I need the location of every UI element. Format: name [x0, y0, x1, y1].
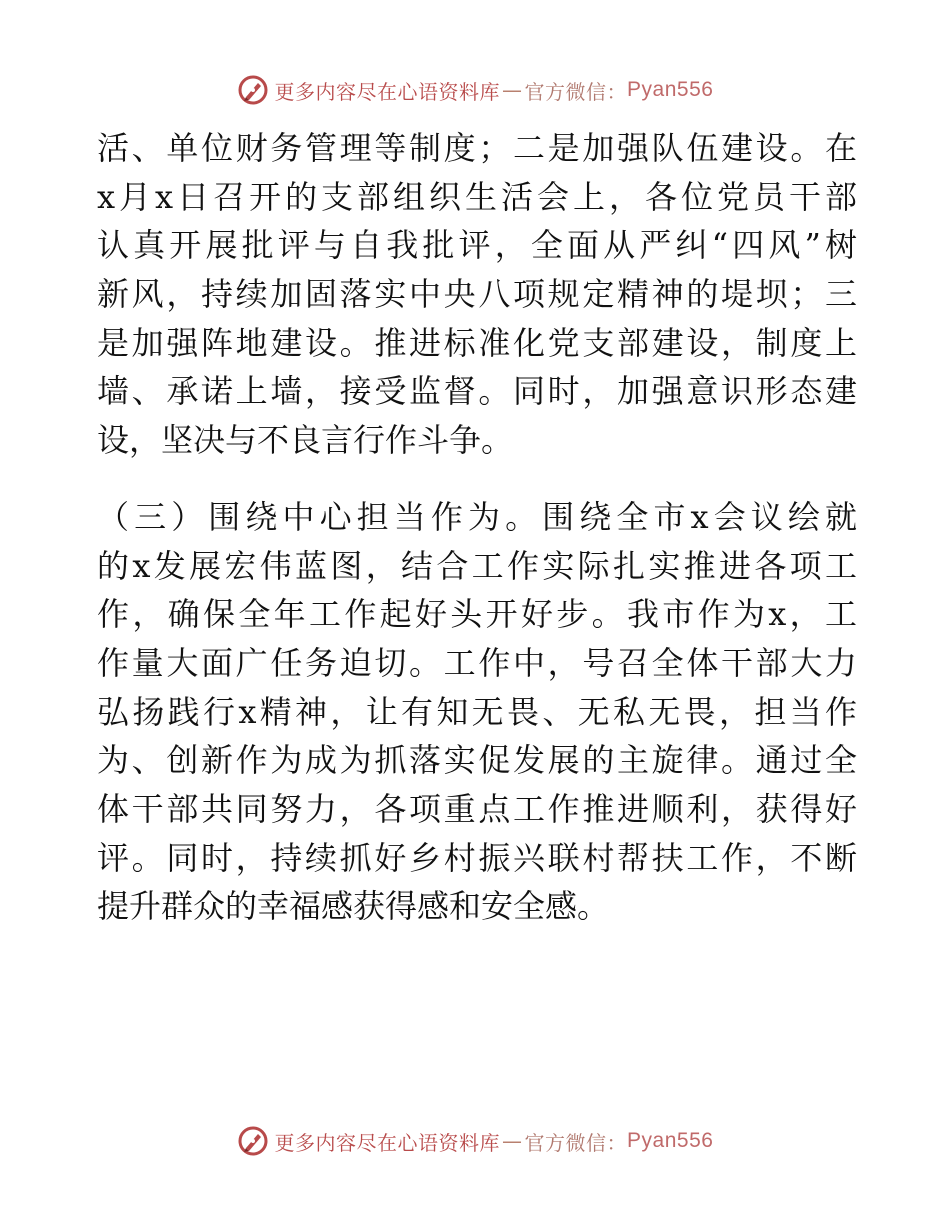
text-line: x月x日召开的支部组织生活会上，各位党员干部 — [97, 177, 857, 216]
banner-wechat-label: 官方微信： — [524, 79, 628, 104]
text-line: 设，坚决与不良言行作斗争。 — [97, 421, 514, 460]
text-line: 新风，持续加固落实中央八项规定精神的堤坝；三 — [97, 275, 857, 314]
text-line: （三）围绕中心担当作为。围绕全市x会议绘就 — [97, 497, 857, 536]
paragraph-1 — [97, 124, 857, 465]
text-line: 体干部共同努力，各项重点工作推进顺利，获得好 — [97, 789, 857, 828]
pen-logo-icon — [237, 74, 269, 106]
banner-wechat-label: 官方微信： — [524, 1130, 628, 1155]
text-line: 活、单位财务管理等制度；二是加强队伍建设。在 — [97, 129, 857, 167]
pen-logo-icon — [237, 1125, 269, 1157]
banner-dash: — — [502, 78, 523, 102]
text-line: 弘扬践行x精神，让有知无畏、无私无畏，担当作 — [97, 692, 857, 731]
banner-brand-text: 更多内容尽在心语资料库 — [274, 1130, 501, 1155]
header-banner[interactable] — [0, 70, 950, 110]
text-line: 作，确保全年工作起好头开好步。我市作为x，工 — [97, 595, 857, 634]
text-line: 墙、承诺上墙，接受监督。同时，加强意识形态建 — [97, 372, 857, 411]
banner-brand-text: 更多内容尽在心语资料库 — [274, 79, 501, 104]
text-line: 为、创新作为成为抓落实促发展的主旋律。通过全 — [97, 741, 857, 780]
banner-dash: — — [502, 1129, 523, 1153]
footer-banner[interactable] — [0, 1121, 950, 1161]
text-line: 评。同时，持续抓好乡村振兴联村帮扶工作，不断 — [97, 838, 857, 877]
text-line: 认真开展批评与自我批评，全面从严纠“四风”树 — [97, 226, 857, 265]
text-line: 是加强阵地建设。推进标准化党支部建设，制度上 — [97, 323, 857, 362]
banner-wechat-id: Pyan556 — [627, 1129, 714, 1152]
text-line: 提升群众的幸福感获得感和安全感。 — [97, 887, 610, 926]
paragraph-2 — [97, 493, 857, 931]
banner-wechat-id: Pyan556 — [627, 78, 714, 101]
text-line: 作量大面广任务迫切。工作中，号召全体干部大力 — [97, 643, 857, 682]
text-line: 的x发展宏伟蓝图，结合工作实际扎实推进各项工 — [97, 546, 857, 585]
document-body — [97, 124, 857, 931]
paragraph-gap — [97, 465, 857, 493]
